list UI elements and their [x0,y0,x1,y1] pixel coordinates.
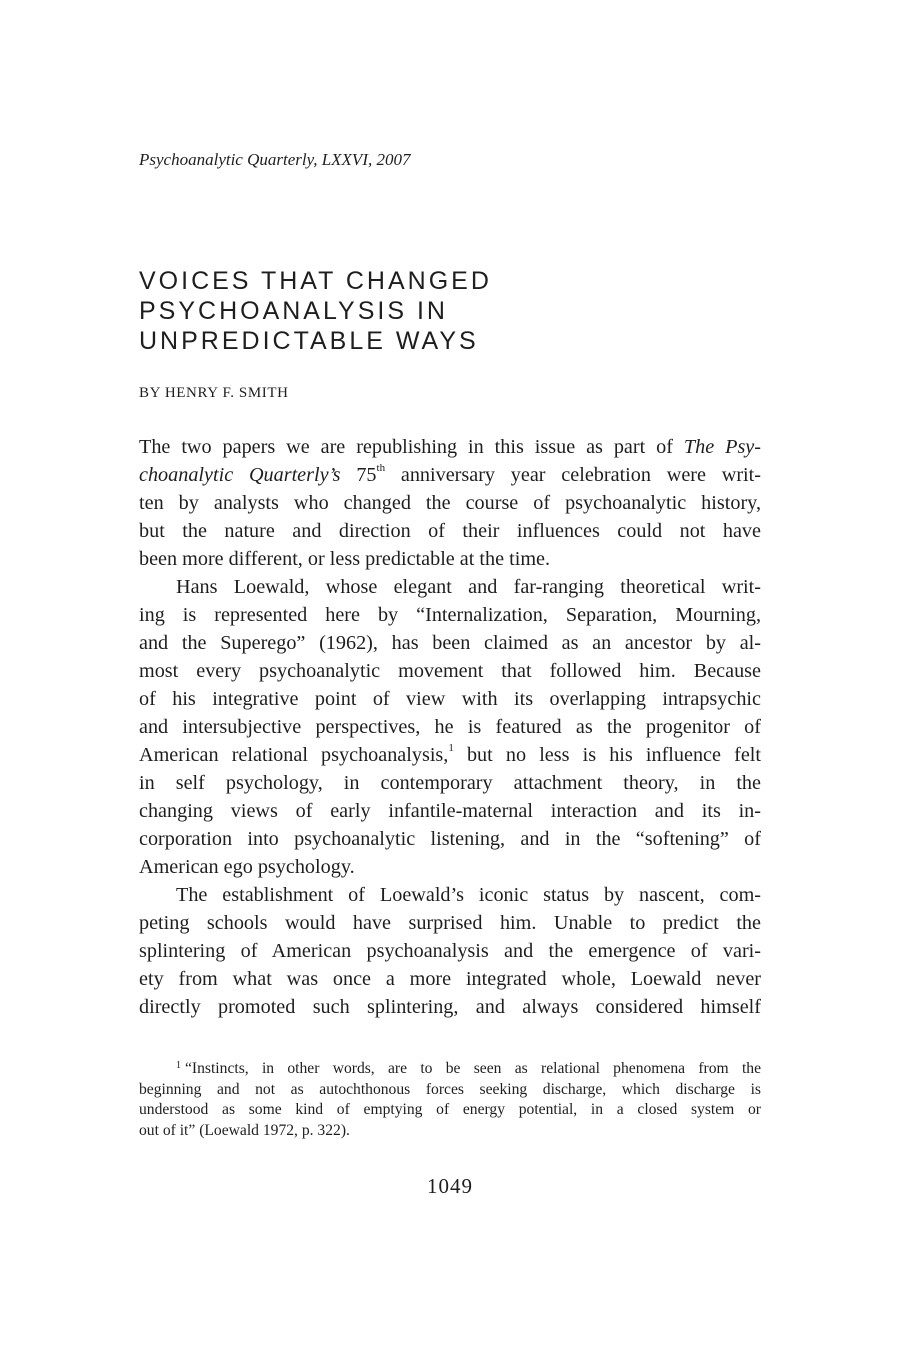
footnote-line: understood as some kind of emptying of energy potential, in a closed system or [139,1101,761,1118]
text-line: but the nature and direction of their influences could not have [139,520,761,542]
footnote-line: $^1$ “Instincts, in other words, are to be seen as relational phenomena from the [176,1060,761,1077]
author-byline: BY HENRY F. SMITH [139,385,289,401]
text-line: changing views of early infantile-maternal interaction and its in- [139,800,761,822]
text-line: ety from what was once a more integrated whole, Loewald never [139,968,761,990]
journal-page [139,0,761,1350]
page-number: 1049 [427,1174,473,1198]
text-line: The establishment of Loewald’s iconic status by nascent, com- [176,884,761,906]
footnote [139,1059,761,1141]
paragraph [139,433,761,573]
title-line: UNPREDICTABLE WAYS [139,327,479,355]
text-line: ten by analysts who changed the course of psychoanalytic history, [139,492,761,514]
running-head: Psychoanalytic Quarterly, LXXVI, 2007 [139,150,411,169]
text-line: Hans Loewald, whose elegant and far-ranging theoretical writ- [176,576,761,598]
title-line: PSYCHOANALYSIS IN [139,297,448,325]
article-title [139,266,492,356]
text-line: corporation into psychoanalytic listening, and in the “softening” of [139,828,761,850]
text-line: of his integrative point of view with its overlapping intrapsychic [139,688,761,710]
text-line: been more different, or less predictable at the time. [139,548,551,570]
text-line: most every psychoanalytic movement that followed him. Because [139,660,761,682]
footnote-reference[interactable]: 1 [448,742,454,755]
text-line: in self psychology, in contemporary attachment theory, in the [139,772,761,794]
text-line: choanalytic Quarterly’s 75th anniversary year celebration were writ- [139,462,761,486]
ordinal-superscript: th [376,462,386,475]
footnote-line: beginning and not as autochthonous forces seeking discharge, which discharge is [139,1080,761,1098]
text-line: peting schools would have surprised him. Unable to predict the [139,912,761,934]
paragraph [139,881,761,1021]
text-line: splintering of American psychoanalysis and the emergence of vari- [139,940,761,962]
text-line: directly promoted such splintering, and always considered himself [139,996,761,1018]
paragraph [139,573,761,881]
text-line: American ego psychology. [139,856,355,878]
footnote-marker: 1 [176,1060,181,1071]
text-line: American relational psychoanalysis,$^1$ but no less is his influence felt [139,742,761,766]
journal-name-italic: choanalytic Quarterly’s [139,464,341,486]
footnote-line: out of it” (Loewald 1972, p. 322). [139,1121,350,1139]
text-line: and intersubjective perspectives, he is featured as the progenitor of [139,716,761,738]
title-line: VOICES THAT CHANGED [139,267,492,295]
text-line: The two papers we are republishing in this issue as part of The Psy- [139,436,761,458]
text-line: ing is represented here by “Internalization, Separation, Mourning, [139,604,761,626]
article-body [139,433,761,1021]
text-line: and the Superego” (1962), has been claimed as an ancestor by al- [139,632,761,654]
journal-name-italic: The Psy- [683,436,761,458]
